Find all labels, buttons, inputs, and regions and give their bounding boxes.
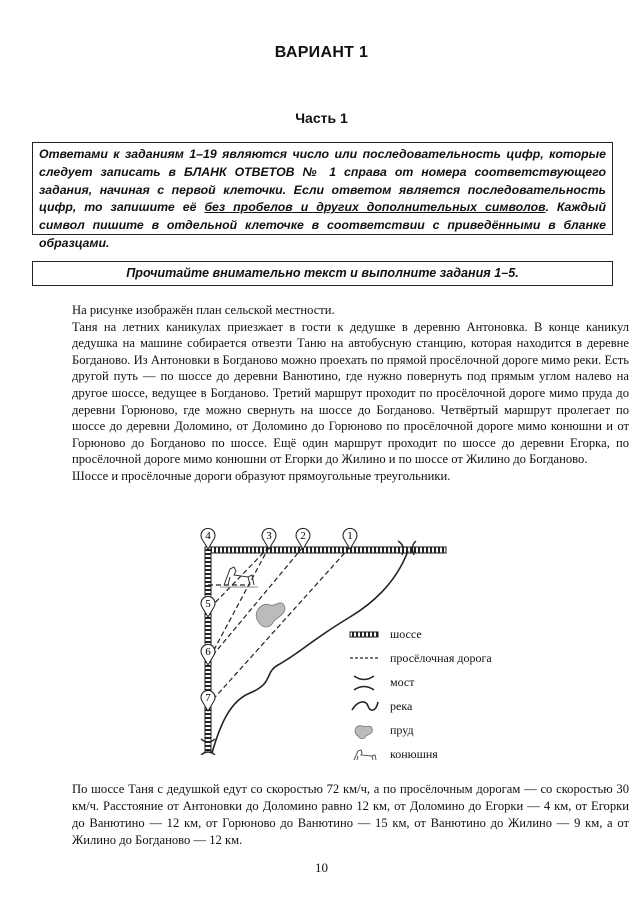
- svg-text:4: 4: [205, 530, 211, 542]
- road-2-6: [208, 547, 303, 661]
- road-3-6: [208, 547, 269, 661]
- legend-bridge-label: мост: [390, 675, 415, 689]
- marker-5: [201, 596, 215, 617]
- marker-6: [201, 644, 215, 665]
- markers: [201, 528, 357, 711]
- legend-stable-label: конюшня: [390, 747, 438, 761]
- stable-icon: [220, 567, 258, 587]
- marker-4: [201, 528, 215, 549]
- legend-river-label: река: [390, 699, 413, 713]
- instructions-box: [32, 142, 613, 250]
- legend-pond-label: пруд: [390, 723, 414, 737]
- marker-2: [296, 528, 310, 549]
- legend-bridge: [348, 674, 548, 694]
- legend-highway-label: шоссе: [390, 627, 422, 641]
- highway-top: [206, 547, 446, 553]
- legend-pond: [348, 722, 548, 742]
- passage: [72, 302, 629, 485]
- svg-text:3: 3: [266, 530, 272, 542]
- marker-7: [201, 690, 215, 711]
- svg-text:5: 5: [205, 598, 211, 610]
- instructions-text-b: . Каждый символ пишите в отдельной клеточке в соответствии с приведёнными в бланке образцами.: [39, 200, 607, 250]
- legend-highway: [348, 626, 548, 646]
- passage-paragraph: Шоссе и просёлочные дороги образуют прямоугольные треугольники.: [72, 468, 451, 483]
- task-header: Прочитайте внимательно текст и выполните задания 1–5.: [32, 261, 613, 286]
- problem-data-text: По шоссе Таня с дедушкой едут со скоростью 72 км/ч, а по просёлочным дорогам — со скоростью 30 км/ч. Расстояние от Антоновки до Доломино равно 12 км, от Доломино до Егорки — 4 км, от Егорки до Ванютино — 12 км, от Горюново до Ванютино — 15 км, от Ванютино до Жилино — 9 км, а от Жилино до Богданово — 12 км.: [72, 782, 629, 847]
- svg-text:6: 6: [205, 646, 211, 658]
- legend-dirt-road: [348, 650, 548, 670]
- pond: [256, 603, 285, 627]
- marker-3: [262, 528, 276, 549]
- road-3-5: [208, 547, 269, 610]
- passage-paragraph: Таня на летних каникулах приезжает в гости к дедушке в деревню Антоновка. В конце каникул дедушка на машине собирается отвезти Таню на автобусную станцию, которая находится в деревне Богданово. Из Антоновки в Богданово можно проехать по прямой просёлочной дороге мимо реки. Есть другой путь — по шоссе до деревни Ванютино, где нужно повернуть под прямым углом налево на другое шоссе, ведущее в Богданово. Третий маршрут проходит по просёлочной дороге мимо пруда до деревни Горюново, где можно свернуть на шоссе до Богданово. Четвёртый маршрут пролегает по шоссе до деревни Доломино, от Доломино до Горюново по просёлочной дороге мимо конюшни и от Горюново до Богданово по шоссе. Ещё один маршрут проходит по шоссе до деревни Егорка, по просёлочной дороге мимо конюшни от Егорки до Жилино и по шоссе от Жилино до Богданово.: [72, 319, 629, 467]
- legend-dirt-road-label: просёлочная дорога: [390, 651, 492, 665]
- instructions-text-a: Ответами к заданиям 1–19 являются число или последовательность цифр, которые следует записать в БЛАНК ОТВЕТОВ № 1 справа от номера соответствующего задания, начиная с первой клеточки. Если ответом является последовательность цифр, то запишите её: [39, 147, 606, 215]
- variant-title: ВАРИАНТ 1: [274, 44, 369, 61]
- instructions-text-underlined: без пробелов и других дополнительных символов: [204, 200, 546, 215]
- legend-stable: [348, 746, 548, 766]
- legend-river: [348, 698, 548, 718]
- passage-paragraph: На рисунке изображён план сельской местности.: [72, 303, 335, 317]
- page-number: 10: [315, 860, 328, 875]
- marker-1: [343, 528, 357, 549]
- part-title: Часть 1: [295, 110, 348, 126]
- svg-text:2: 2: [300, 530, 306, 542]
- svg-text:1: 1: [347, 530, 353, 542]
- svg-text:7: 7: [205, 692, 211, 704]
